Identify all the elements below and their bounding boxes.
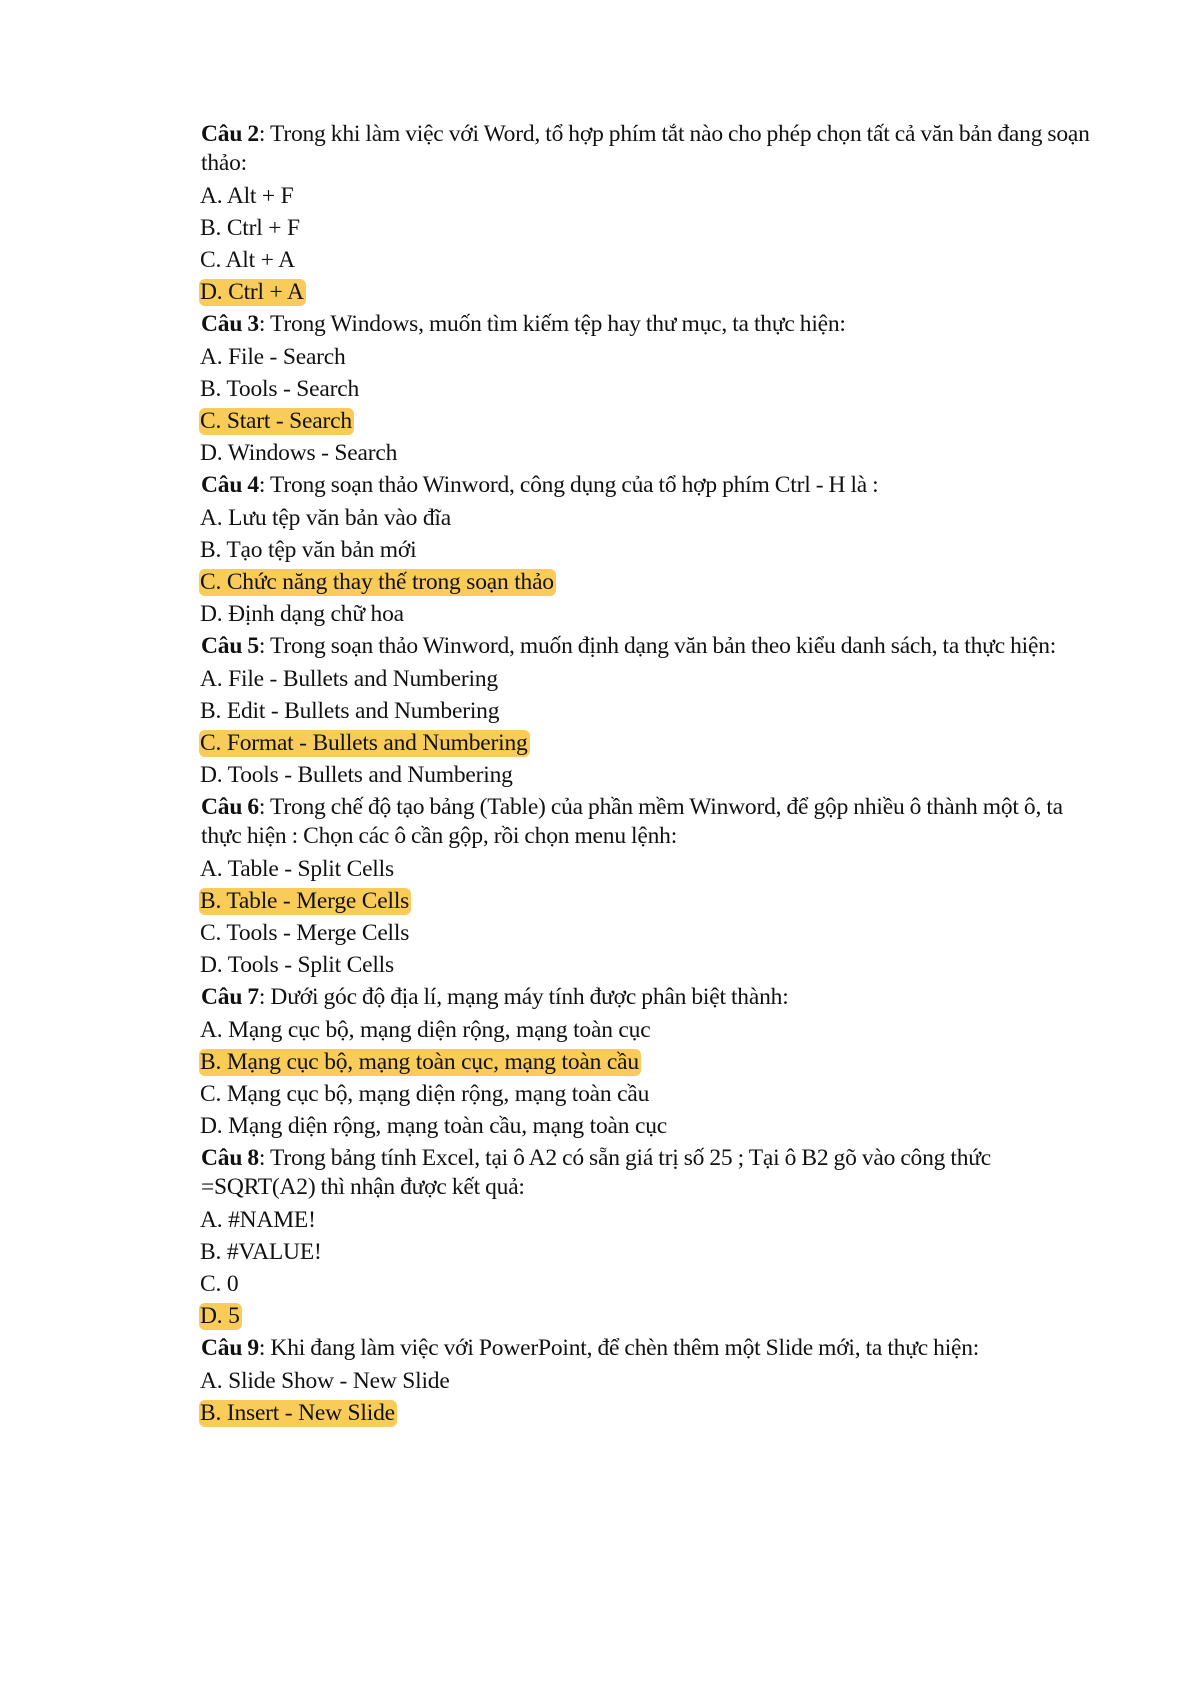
- option-b-highlighted: [201, 887, 1091, 915]
- option-a: [201, 855, 1091, 883]
- question-label: Câu 9: [201, 1335, 259, 1361]
- option-text: A. Mạng cục bộ, mạng diện rộng, mạng toàn cục: [200, 1017, 651, 1043]
- option-b-highlighted: [201, 1399, 1091, 1427]
- option-text: A. File - Search: [200, 344, 346, 370]
- option-text: A. Lưu tệp văn bản vào đĩa: [200, 505, 451, 531]
- option-text: B. Ctrl + F: [200, 215, 300, 241]
- option-b: [201, 375, 1091, 403]
- option-d-highlighted: [201, 278, 1091, 306]
- option-text: C. Mạng cục bộ, mạng diện rộng, mạng toàn cầu: [200, 1081, 650, 1107]
- question-label: Câu 4: [201, 472, 259, 498]
- option-text: C. Format - Bullets and Numbering: [200, 730, 528, 756]
- option-b: [201, 697, 1091, 725]
- question-text: : Khi đang làm việc với PowerPoint, để chèn thêm một Slide mới, ta thực hiện:: [258, 1335, 980, 1361]
- option-text: B. Tools - Search: [200, 376, 360, 402]
- option-a: [201, 504, 1091, 532]
- option-text: B. Mạng cục bộ, mạng toàn cục, mạng toàn cầu: [200, 1049, 639, 1075]
- option-d: [201, 1112, 1091, 1140]
- option-c: [201, 1270, 1091, 1298]
- question-text: : Trong bảng tính Excel, tại ô A2 có sẵn giá trị số 25 ; Tại ô B2 gõ vào công thức =SQRT(A2) thì nhận được kết quả:: [201, 1145, 992, 1200]
- option-b-highlighted: [201, 1048, 1091, 1076]
- question-label: Câu 2: [201, 121, 259, 147]
- option-c-highlighted: [201, 407, 1091, 435]
- question-label: Câu 5: [201, 633, 259, 659]
- option-a: [201, 343, 1091, 371]
- question-text: : Trong khi làm việc với Word, tổ hợp phím tắt nào cho phép chọn tất cả văn bản đang soạn thảo:: [201, 121, 1090, 176]
- option-a: [201, 1206, 1091, 1234]
- option-d: [201, 600, 1091, 628]
- option-b: [201, 1238, 1091, 1266]
- question-list: [201, 120, 1091, 1431]
- option-text: D. Ctrl + A: [200, 279, 304, 305]
- question-label: Câu 8: [201, 1145, 259, 1171]
- question-text: : Trong soạn thảo Winword, công dụng của tổ hợp phím Ctrl - H là :: [258, 472, 879, 498]
- option-c-highlighted: [201, 568, 1091, 596]
- question-7: [201, 983, 1091, 1012]
- option-text: D. Mạng diện rộng, mạng toàn cầu, mạng toàn cục: [200, 1113, 667, 1139]
- option-text: A. Alt + F: [200, 183, 294, 209]
- option-text: C. Alt + A: [200, 247, 295, 273]
- option-text: D. Định dạng chữ hoa: [200, 601, 404, 627]
- question-2: [201, 120, 1091, 178]
- question-text: : Trong Windows, muốn tìm kiếm tệp hay thư mục, ta thực hiện:: [258, 311, 846, 337]
- question-label: Câu 3: [201, 311, 259, 337]
- question-8: [201, 1144, 1091, 1202]
- option-b: [201, 214, 1091, 242]
- option-c-highlighted: [201, 729, 1091, 757]
- option-d: [201, 951, 1091, 979]
- option-c: [201, 919, 1091, 947]
- question-label: Câu 6: [201, 794, 259, 820]
- option-text: B. Tạo tệp văn bản mới: [200, 537, 417, 563]
- option-text: D. 5: [200, 1303, 240, 1329]
- option-c: [201, 246, 1091, 274]
- option-text: B. Table - Merge Cells: [200, 888, 410, 914]
- option-text: C. Tools - Merge Cells: [200, 920, 410, 946]
- question-6: [201, 793, 1091, 851]
- option-text: A. File - Bullets and Numbering: [200, 666, 498, 692]
- question-3: [201, 310, 1091, 339]
- option-a: [201, 1367, 1091, 1395]
- question-text: : Trong chế độ tạo bảng (Table) của phần mềm Winword, để gộp nhiều ô thành một ô, ta thực hiện : Chọn các ô cần gộp, rồi chọn menu lệnh:: [201, 794, 1063, 849]
- option-text: C. Chức năng thay thế trong soạn thảo: [200, 569, 554, 595]
- option-b: [201, 536, 1091, 564]
- option-a: [201, 182, 1091, 210]
- option-a: [201, 665, 1091, 693]
- option-text: A. Table - Split Cells: [200, 856, 394, 882]
- question-text: : Dưới góc độ địa lí, mạng máy tính được phân biệt thành:: [258, 984, 789, 1010]
- option-text: D. Windows - Search: [200, 440, 398, 466]
- question-4: [201, 471, 1091, 500]
- question-text: : Trong soạn thảo Winword, muốn định dạng văn bản theo kiểu danh sách, ta thực hiện:: [258, 633, 1057, 659]
- option-text: D. Tools - Split Cells: [200, 952, 394, 978]
- question-9: [201, 1334, 1091, 1363]
- option-text: B. Edit - Bullets and Numbering: [200, 698, 500, 724]
- option-text: C. Start - Search: [200, 408, 352, 434]
- option-text: A. Slide Show - New Slide: [200, 1368, 450, 1394]
- option-text: B. Insert - New Slide: [200, 1400, 395, 1426]
- option-d: [201, 439, 1091, 467]
- option-d: [201, 761, 1091, 789]
- option-c: [201, 1080, 1091, 1108]
- option-text: B. #VALUE!: [200, 1239, 322, 1265]
- option-text: C. 0: [200, 1271, 239, 1297]
- option-d-highlighted: [201, 1302, 1091, 1330]
- option-a: [201, 1016, 1091, 1044]
- question-5: [201, 632, 1091, 661]
- option-text: A. #NAME!: [200, 1207, 316, 1233]
- option-text: D. Tools - Bullets and Numbering: [200, 762, 513, 788]
- question-label: Câu 7: [201, 984, 259, 1010]
